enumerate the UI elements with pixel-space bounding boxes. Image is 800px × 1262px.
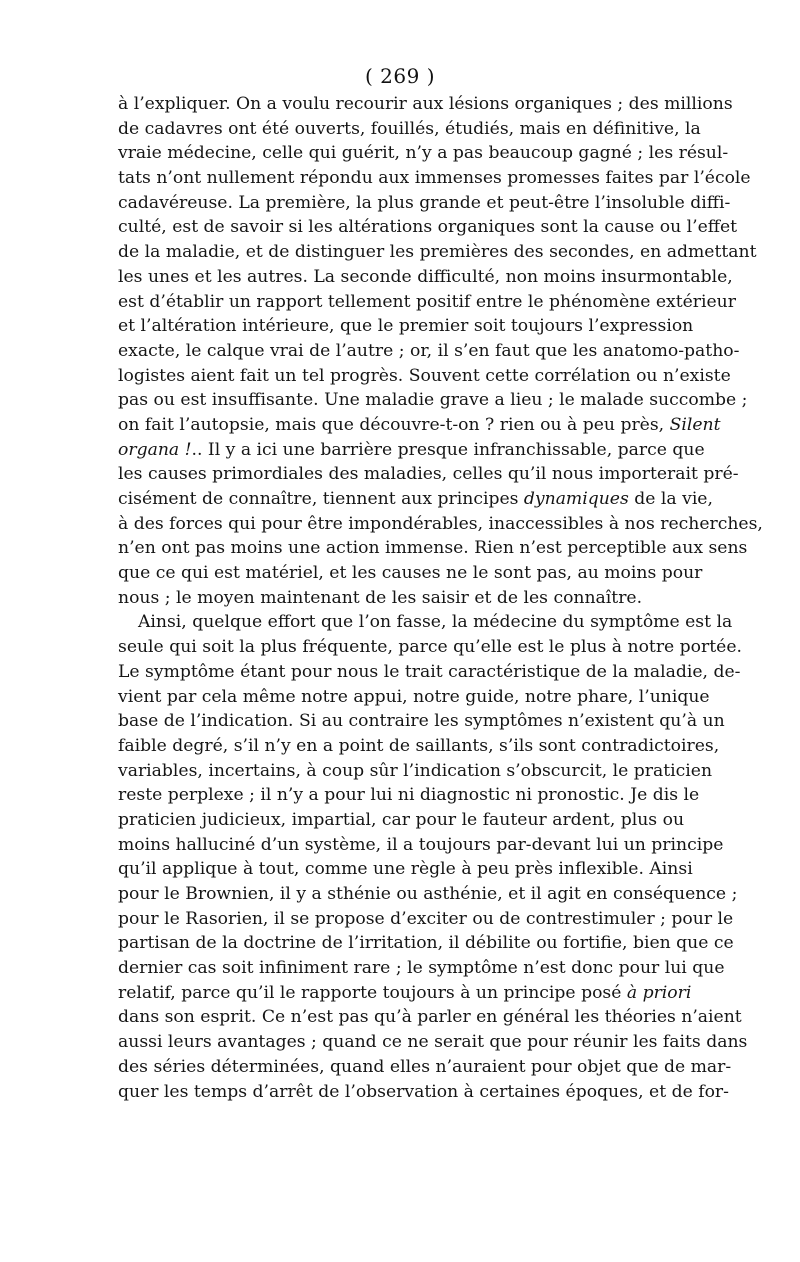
text-line — [118, 413, 721, 438]
text-line — [118, 462, 739, 487]
text-run: dernier cas soit infiniment rare ; le symptôme n’est donc pour lui que — [118, 958, 725, 979]
text-line — [118, 808, 685, 833]
text-run: cadavéreuse. La première, la plus grande et peut-être l’insoluble diffi- — [118, 192, 731, 213]
text-run: que ce qui est matériel, et les causes ne le sont pas, au moins pour — [118, 563, 703, 584]
text-run: vraie médecine, celle qui guérit, n’y a pas beaucoup gagné ; les résul- — [118, 143, 729, 164]
text-run: tats n’ont nullement répondu aux immenses promesses faites par l’école — [118, 168, 751, 189]
text-line — [118, 759, 713, 784]
italic-text: à priori — [626, 982, 692, 1003]
text-line — [118, 215, 738, 240]
text-line — [118, 339, 740, 364]
text-line — [118, 1030, 748, 1055]
text-run: exacte, le calque vrai de l’autre ; or, il s’en faut que les anatomo-patho- — [118, 340, 740, 361]
text-run: pas ou est insuffisante. Une maladie grave a lieu ; le malade succombe ; — [118, 390, 748, 411]
text-run: à l’expliquer. On a voulu recourir aux lésions organiques ; des millions — [118, 94, 733, 114]
text-line — [118, 438, 705, 463]
text-run: est d’établir un rapport tellement positif entre le phénomène extérieur — [118, 291, 736, 312]
text-run: et l’altération intérieure, que le premier soit toujours l’expression — [118, 316, 694, 337]
text-line — [118, 931, 734, 956]
text-run: les unes et les autres. La seconde difficulté, non moins insurmontable, — [118, 266, 733, 287]
text-run: faible degré, s’il n’y en a point de saillants, s’ils sont contradictoires, — [118, 735, 720, 756]
text-line — [118, 833, 724, 858]
text-line — [118, 981, 692, 1006]
text-run: à des forces qui pour être impondérables, inaccessibles à nos recherches, — [118, 513, 763, 534]
text-run: cisément de connaître, tiennent aux principes — [118, 489, 524, 509]
text-line — [118, 709, 725, 734]
text-run: les causes primordiales des maladies, celles qu’il nous importerait pré- — [118, 464, 739, 485]
text-run: dans son esprit. Ce n’est pas qu’à parler en général les théories n’aient — [118, 1007, 742, 1028]
italic-text: dynamiques — [523, 489, 629, 509]
italic-text: organa ! — [118, 439, 192, 460]
text-line — [118, 141, 729, 166]
text-run: des séries déterminées, quand elles n’auraient pour objet que de mar- — [118, 1056, 732, 1077]
text-line — [118, 857, 693, 882]
text-run: praticien judicieux, impartial, car pour le fauteur ardent, plus ou — [118, 809, 685, 830]
paragraph — [118, 610, 748, 1104]
text-line — [118, 586, 682, 611]
text-run: de cadavres ont été ouverts, fouillés, étudiés, mais en définitive, la — [118, 118, 701, 139]
text-line — [118, 685, 710, 710]
text-run: moins halluciné d’un système, il a toujours par-devant lui un principe — [118, 834, 724, 855]
text-line — [118, 783, 700, 808]
text-run: relatif, parce qu’il le rapporte toujours à un principe posé — [118, 982, 627, 1003]
text-run: n’en ont pas moins une action immense. Rien n’est perceptible aux sens — [118, 538, 748, 559]
text-run: pour le Brownien, il y a sthénie ou asthénie, et il agit en conséquence ; — [118, 884, 738, 904]
text-run: aussi leurs avantages ; quand ce ne serait que pour réunir les faits dans — [118, 1032, 748, 1053]
text-run: nous ; le moyen maintenant de les saisir et de les connaître. — [118, 587, 643, 608]
text-line — [118, 610, 733, 635]
text-line — [118, 314, 694, 339]
text-line — [118, 265, 733, 290]
text-run: base de l’indication. Si au contraire les symptômes n’existent qu’à un — [118, 711, 725, 732]
text-run: vient par cela même notre appui, notre guide, notre phare, l’unique — [118, 686, 710, 707]
text-line — [118, 364, 731, 389]
text-line — [118, 660, 741, 685]
text-line — [118, 1005, 742, 1030]
text-line — [118, 240, 757, 265]
text-run: Ainsi, quelque effort que l’on fasse, la médecine du symptôme est la — [138, 612, 733, 633]
text-line — [118, 635, 742, 660]
text-run: qu’il applique à tout, comme une règle à peu près inflexible. Ainsi — [118, 859, 693, 880]
text-run: pour le Rasorien, il se propose d’exciter ou de contrestimuler ; pour le — [118, 908, 734, 929]
text-line — [118, 487, 713, 512]
page-number: ( 269 ) — [365, 64, 435, 88]
text-line — [118, 117, 701, 142]
text-run: de la maladie, et de distinguer les premières des secondes, en admettant — [118, 242, 757, 263]
text-line — [118, 1055, 732, 1080]
text-run: logistes aient fait un tel progrès. Souvent cette corrélation ou n’existe — [118, 365, 731, 386]
paragraph — [118, 92, 763, 610]
italic-text: Silent — [669, 414, 721, 435]
text-line — [118, 956, 725, 981]
text-run: on fait l’autopsie, mais que découvre-t-on ? rien ou à peu près, — [118, 414, 670, 435]
text-line — [118, 882, 738, 907]
text-line — [118, 388, 748, 413]
text-run: variables, incertains, à coup sûr l’indication s’obscurcit, le praticien — [118, 760, 713, 781]
text-line — [118, 92, 733, 117]
text-line — [118, 907, 734, 932]
text-run: seule qui soit la plus fréquente, parce qu’elle est le plus à notre portée. — [118, 637, 742, 658]
text-line — [118, 290, 736, 315]
text-line — [118, 166, 751, 191]
text-line — [118, 734, 720, 759]
text-run: partisan de la doctrine de l’irritation, il débilite ou fortifie, bien que ce — [118, 933, 734, 954]
text-line — [118, 561, 703, 586]
text-run: .. Il y a ici une barrière presque infranchissable, parce que — [191, 439, 705, 460]
text-line — [118, 191, 731, 216]
text-run: quer les temps d’arrêt de l’observation à certaines époques, et de for- — [118, 1081, 729, 1102]
text-line — [118, 1080, 729, 1105]
text-line — [118, 536, 748, 561]
text-run: culté, est de savoir si les altérations organiques sont la cause ou l’effet — [118, 217, 738, 238]
text-run: reste perplexe ; il n’y a pour lui ni diagnostic ni pronostic. Je dis le — [118, 785, 700, 806]
body-text — [118, 92, 763, 1104]
text-line — [118, 512, 763, 537]
text-run: de la vie, — [628, 489, 713, 509]
text-run: Le symptôme étant pour nous le trait caractéristique de la maladie, de- — [118, 661, 741, 682]
